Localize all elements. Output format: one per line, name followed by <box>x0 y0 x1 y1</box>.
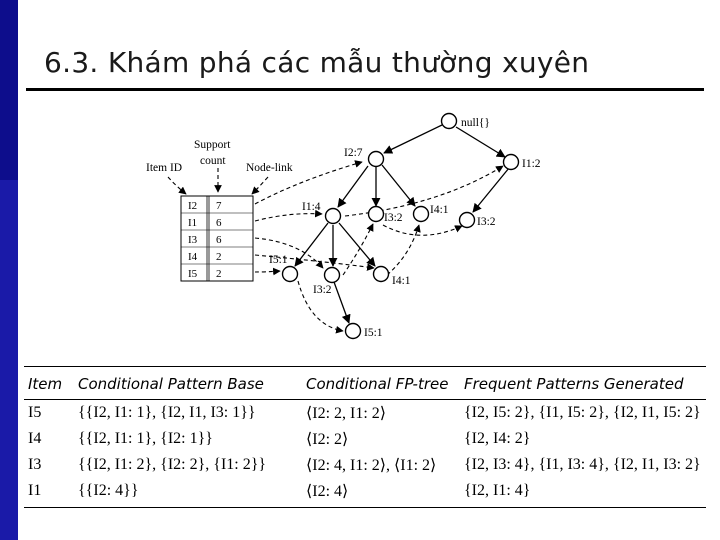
svg-text:I5:1: I5:1 <box>269 254 288 266</box>
header-count-i1: 6 <box>216 217 222 229</box>
header-count-i5: 2 <box>216 268 222 280</box>
cell-frequent-patterns: {I2, I4: 2} <box>464 430 531 447</box>
tree-node-i5-1a <box>269 254 298 282</box>
table-header-row <box>24 367 706 400</box>
cell-item: I3 <box>28 456 42 473</box>
table-row <box>24 426 706 452</box>
tree-node-i2-7 <box>344 147 384 167</box>
svg-text:I1:4: I1:4 <box>302 201 321 213</box>
header-item-i3: I3 <box>188 234 198 246</box>
support-label: Support <box>194 139 231 151</box>
cell-item: I1 <box>28 482 42 499</box>
svg-text:I3:2: I3:2 <box>313 284 332 296</box>
svg-text:I2:7: I2:7 <box>344 147 363 159</box>
tree-node-i4-1a <box>414 204 449 222</box>
column-header-item: Item <box>24 367 74 400</box>
tree-node-i3-2c <box>313 268 340 297</box>
node-link-label: Node-link <box>246 162 293 174</box>
item-id-label: Item ID <box>146 162 183 174</box>
svg-text:I4:1: I4:1 <box>430 204 449 216</box>
cell-frequent-patterns: {I2, I3: 4}, {I1, I3: 4}, {I2, I1, I3: 2} <box>464 456 701 473</box>
cell-frequent-patterns: {I2, I5: 2}, {I1, I5: 2}, {I2, I1, I5: 2} <box>464 404 701 421</box>
header-table <box>181 196 253 281</box>
header-count-i3: 6 <box>216 234 222 246</box>
svg-text:I4:1: I4:1 <box>392 275 411 287</box>
svg-text:I1:2: I1:2 <box>522 158 541 170</box>
cell-item: I4 <box>28 430 42 447</box>
tree-node-i5-1b <box>346 324 383 340</box>
header-item-i2: I2 <box>188 200 198 212</box>
tree-node-i1-4 <box>302 201 341 224</box>
header-count-i2: 7 <box>216 200 222 212</box>
cell-fp-tree: ⟨I2: 2⟩ <box>306 431 349 448</box>
slide-title: 6.3. Khám phá các mẫu thường xuyên <box>44 46 590 79</box>
tree-node-i3-2b <box>460 213 496 229</box>
conditional-pattern-table <box>24 366 706 508</box>
header-item-i1: I1 <box>188 217 198 229</box>
cell-fp-tree: ⟨I2: 2, I1: 2⟩ <box>306 405 387 422</box>
count-label: count <box>200 155 226 167</box>
table-row <box>24 452 706 478</box>
svg-text:I3:2: I3:2 <box>477 216 496 228</box>
column-header-pattern-base: Conditional Pattern Base <box>74 367 302 400</box>
cell-fp-tree: ⟨I2: 4⟩ <box>306 483 349 500</box>
tree-node-root <box>442 114 490 130</box>
cell-fp-tree: ⟨I2: 4, I1: 2⟩, ⟨I1: 2⟩ <box>306 457 437 474</box>
cell-frequent-patterns: {I2, I1: 4} <box>464 482 531 499</box>
node-link-arrows <box>255 162 503 331</box>
svg-text:I5:1: I5:1 <box>364 327 383 339</box>
cell-pattern-base: {{I2, I1: 2}, {I2: 2}, {I1: 2}} <box>78 456 267 473</box>
header-item-i5: I5 <box>188 268 198 280</box>
svg-text:I3:2: I3:2 <box>384 212 403 224</box>
table-row <box>24 400 706 427</box>
tree-node-i1-2 <box>504 155 541 171</box>
column-header-frequent-patterns: Frequent Patterns Generated <box>460 367 706 400</box>
tree-node-i3-2a <box>369 207 403 225</box>
cell-pattern-base: {{I2: 4}} <box>78 482 139 499</box>
cell-pattern-base: {{I2, I1: 1}, {I2, I1, I3: 1}} <box>78 404 256 421</box>
svg-text:null{}: null{} <box>461 117 490 129</box>
cell-pattern-base: {{I2, I1: 1}, {I2: 1}} <box>78 430 213 447</box>
cell-item: I5 <box>28 404 42 421</box>
column-header-fp-tree: Conditional FP-tree <box>302 367 460 400</box>
header-count-i4: 2 <box>216 251 222 263</box>
table-row <box>24 478 706 508</box>
header-item-i4: I4 <box>188 251 198 263</box>
